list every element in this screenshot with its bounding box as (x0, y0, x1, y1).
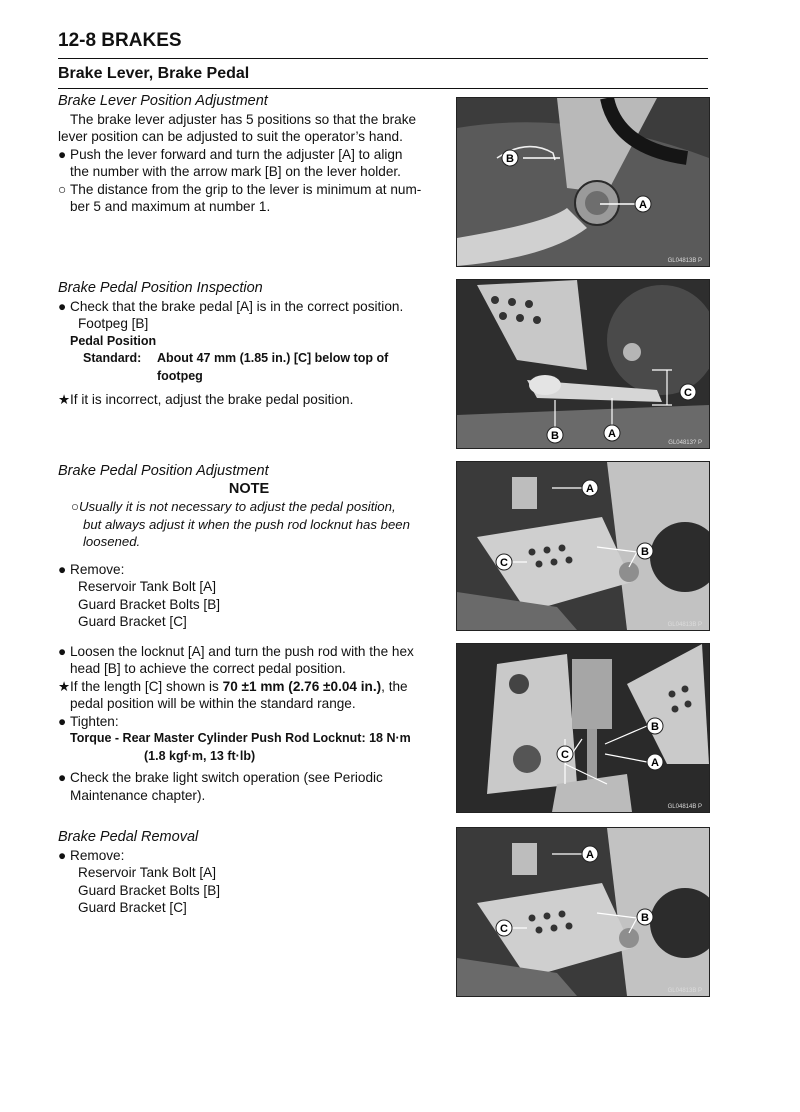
lever-note-1-cont: ber 5 and maximum at number 1. (70, 199, 271, 214)
note-heading: NOTE (228, 480, 270, 497)
star-icon: ★ (58, 392, 71, 407)
lever-intro-line-1: The brake lever adjuster has 5 positions so that the brake (70, 111, 417, 127)
spec-row (58, 350, 440, 385)
adjust-length-cont: pedal position will be within the standard range. (70, 696, 356, 711)
figure-5-label-b: B (641, 912, 649, 924)
removal-item-2: Guard Bracket Bolts [B] (78, 882, 221, 898)
pedal-removal-title: Brake Pedal Removal (58, 829, 199, 845)
figure-2-code: GL04813? P (668, 440, 702, 446)
figure-pedal-removal (456, 827, 710, 997)
page-header (58, 30, 708, 89)
adjust-check: ● Check the brake light switch operation (see Periodic (58, 770, 383, 785)
figure-push-rod-locknut (456, 643, 710, 813)
adjust-tighten: ● Tighten: (58, 713, 119, 729)
figure-1-label-a: A (639, 199, 647, 211)
figure-5-code: GL04813B P (667, 988, 702, 994)
figure-3-label-a: A (586, 483, 594, 495)
figure-5-label-c: C (500, 923, 508, 935)
lever-intro-line-2: lever position can be adjusted to suit the operator’s hand. (58, 129, 403, 144)
adjust-remove: ● Remove: (58, 561, 125, 577)
pedal-removal-section (58, 829, 440, 917)
adjust-loosen: ● Loosen the locknut [A] and turn the push rod with the hex (58, 643, 414, 659)
figure-brake-lever (456, 97, 710, 267)
figure-4-label-a: A (651, 757, 659, 769)
figure-pedal-inspection (456, 279, 710, 449)
spec-label: Pedal Position (70, 333, 157, 348)
torque-spec: Torque - Rear Master Cylinder Push Rod Locknut: 18 N·m (70, 731, 411, 745)
torque-spec-cont: (1.8 kgf·m, 13 ft·lb) (144, 748, 256, 763)
inspection-step-1: ● Check that the brake pedal [A] is in the correct position. (58, 298, 404, 314)
bullet-icon: ● (58, 713, 67, 729)
pedal-inspection-section (58, 280, 440, 409)
adjust-length: ★ If the length [C] shown is 70 ±1 mm (2.76 ±0.04 in.), the (58, 678, 408, 694)
note-body: ○Usually it is not necessary to adjust the pedal position, but always adjust it when the push rod locknut has been loosened. (71, 499, 410, 549)
figure-1-code: GL04813B P (667, 258, 702, 264)
spec-value: About 47 mm (1.85 in.) [C] below top of footpeg (157, 351, 389, 383)
figure-4-label-c: C (561, 749, 569, 761)
star-icon: ★ (58, 678, 71, 694)
figure-1-label-b: B (506, 153, 514, 165)
figure-pedal-adjustment-remove (456, 461, 710, 631)
bullet-icon: ● (58, 643, 67, 659)
lever-step-1: ● Push the lever forward and turn the adjuster [A] to align (58, 146, 403, 162)
bullet-icon: ● (58, 770, 67, 785)
circle-icon: ○ (58, 181, 67, 197)
spec-key: Standard: (83, 351, 142, 365)
removal-item-1: Reservoir Tank Bolt [A] (78, 865, 217, 880)
page-title: 12-8 BRAKES (58, 30, 708, 59)
bullet-icon: ● (58, 847, 67, 863)
inspection-incorrect: ★ If it is incorrect, adjust the brake pedal position. (58, 392, 354, 407)
figure-3-label-c: C (500, 557, 508, 569)
adjust-item-2: Guard Bracket Bolts [B] (78, 596, 221, 612)
lever-adjustment-section (58, 93, 440, 216)
figure-4-label-b: B (651, 721, 659, 733)
figure-2-label-a: A (608, 428, 616, 440)
figure-2-label-c: C (684, 387, 692, 399)
bullet-icon: ● (58, 561, 67, 577)
figure-2-label-b: B (551, 430, 559, 442)
lever-adjustment-title: Brake Lever Position Adjustment (58, 93, 268, 109)
adjust-loosen-cont: head [B] to achieve the correct pedal position. (70, 661, 346, 676)
adjust-item-3: Guard Bracket [C] (78, 614, 187, 629)
figure-5-label-a: A (586, 849, 594, 861)
figure-3-label-b: B (641, 546, 649, 558)
pedal-adjustment-title: Brake Pedal Position Adjustment (58, 463, 269, 479)
removal-item-3: Guard Bracket [C] (78, 900, 187, 915)
lever-note-1: ○ The distance from the grip to the lever is minimum at num- (58, 181, 422, 197)
removal-remove: ● Remove: (58, 847, 125, 863)
inspection-footpeg: Footpeg [B] (78, 316, 149, 331)
lever-step-1-cont: the number with the arrow mark [B] on the lever holder. (70, 164, 401, 179)
adjust-item-1: Reservoir Tank Bolt [A] (78, 579, 217, 594)
pedal-adjustment-section (58, 463, 440, 804)
adjust-check-cont: Maintenance chapter). (70, 787, 206, 803)
bullet-icon: ● (58, 298, 67, 314)
figure-4-code: GL04814B P (667, 804, 702, 810)
section-title: Brake Lever, Brake Pedal (58, 59, 708, 89)
figure-3-code: GL04813B P (667, 622, 702, 628)
pedal-inspection-title: Brake Pedal Position Inspection (58, 280, 263, 296)
bullet-icon: ● (58, 146, 67, 162)
